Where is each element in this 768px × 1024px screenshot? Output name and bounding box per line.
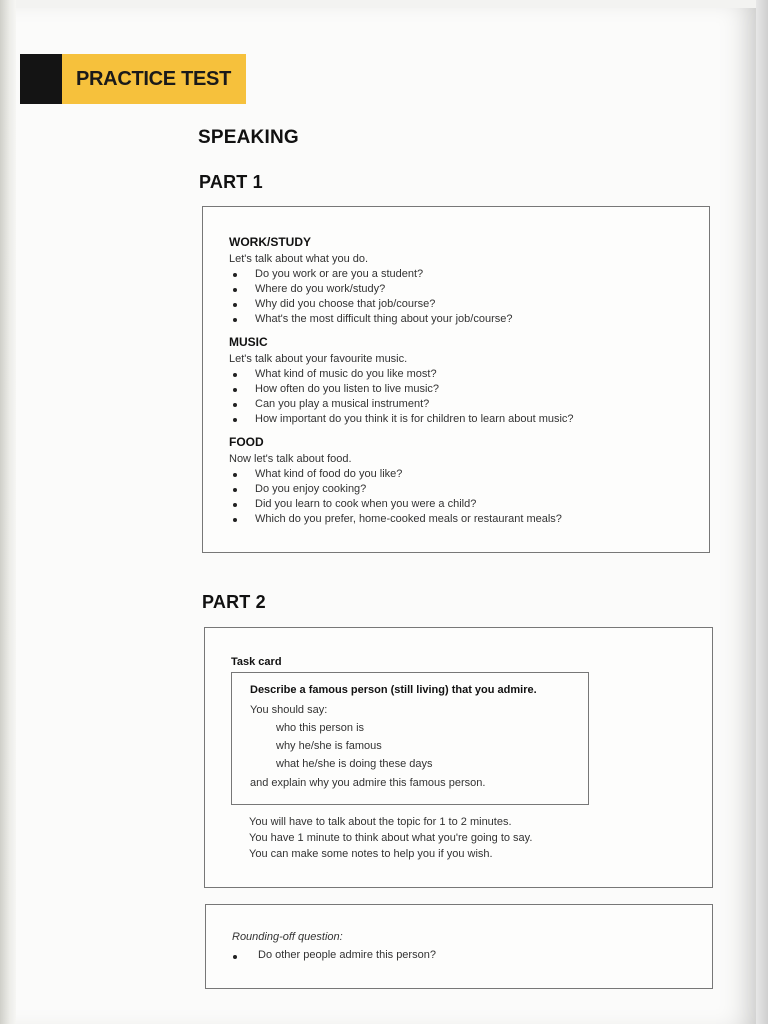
task-point: who this person is (276, 722, 365, 734)
section-title: MUSIC (229, 335, 268, 349)
practice-test-badge (20, 54, 246, 104)
task-note: You will have to talk about the topic for 1 to 2 minutes. (249, 816, 512, 828)
part2-box (204, 627, 713, 888)
question-item: What's the most difficult thing about your job/course? (229, 312, 699, 327)
rounding-off-box (205, 904, 713, 989)
part1-heading: PART 1 (199, 172, 263, 192)
part1-content (229, 235, 699, 535)
task-card-inner-box (231, 672, 589, 805)
question-item: Why did you choose that job/course? (229, 297, 699, 312)
question-item: Where do you work/study? (229, 282, 699, 297)
task-point: what he/she is doing these days (276, 758, 433, 770)
question-item: Do you enjoy cooking? (229, 482, 699, 497)
question-item: Which do you prefer, home-cooked meals or restaurant meals? (229, 512, 699, 527)
section-intro: Let's talk about your favourite music. (229, 353, 408, 365)
question-item: Did you learn to cook when you were a child? (229, 497, 699, 512)
task-notes (249, 814, 532, 862)
rounding-off-label: Rounding-off question: (232, 931, 343, 943)
you-should-say: You should say: (250, 704, 328, 716)
badge-label: PRACTICE TEST (76, 67, 231, 90)
section-intro: Now let's talk about food. (229, 453, 352, 465)
question-item: What kind of food do you like? (229, 467, 699, 482)
task-card-topic: Describe a famous person (still living) that you admire. (250, 684, 537, 696)
badge-black-tab (20, 54, 62, 104)
task-note: You have 1 minute to think about what you're going to say. (249, 832, 533, 844)
section-title: FOOD (229, 435, 264, 449)
rounding-off-question: Do other people admire this person? (232, 949, 436, 961)
task-closing: and explain why you admire this famous person. (250, 777, 486, 789)
task-note: You can make some notes to help you if you wish. (249, 848, 493, 860)
page-spine-edge (0, 0, 16, 1024)
part1-section (229, 435, 699, 527)
part1-section (229, 235, 699, 327)
speaking-heading: SPEAKING (198, 127, 299, 148)
section-title: WORK/STUDY (229, 235, 311, 249)
part1-section (229, 335, 699, 427)
section-intro: Let's talk about what you do. (229, 253, 369, 265)
question-item: Do you work or are you a student? (229, 267, 699, 282)
task-card-label: Task card (231, 656, 282, 668)
page-right-edge (756, 0, 768, 1024)
question-item: Can you play a musical instrument? (229, 397, 699, 412)
question-item: How often do you listen to live music? (229, 382, 699, 397)
task-point: why he/she is famous (276, 740, 382, 752)
question-list (229, 467, 699, 527)
question-list (229, 367, 699, 427)
part2-heading: PART 2 (202, 592, 266, 612)
question-item: What kind of music do you like most? (229, 367, 699, 382)
question-item: How important do you think it is for children to learn about music? (229, 412, 699, 427)
part1-box (202, 206, 710, 553)
question-list (229, 267, 699, 327)
